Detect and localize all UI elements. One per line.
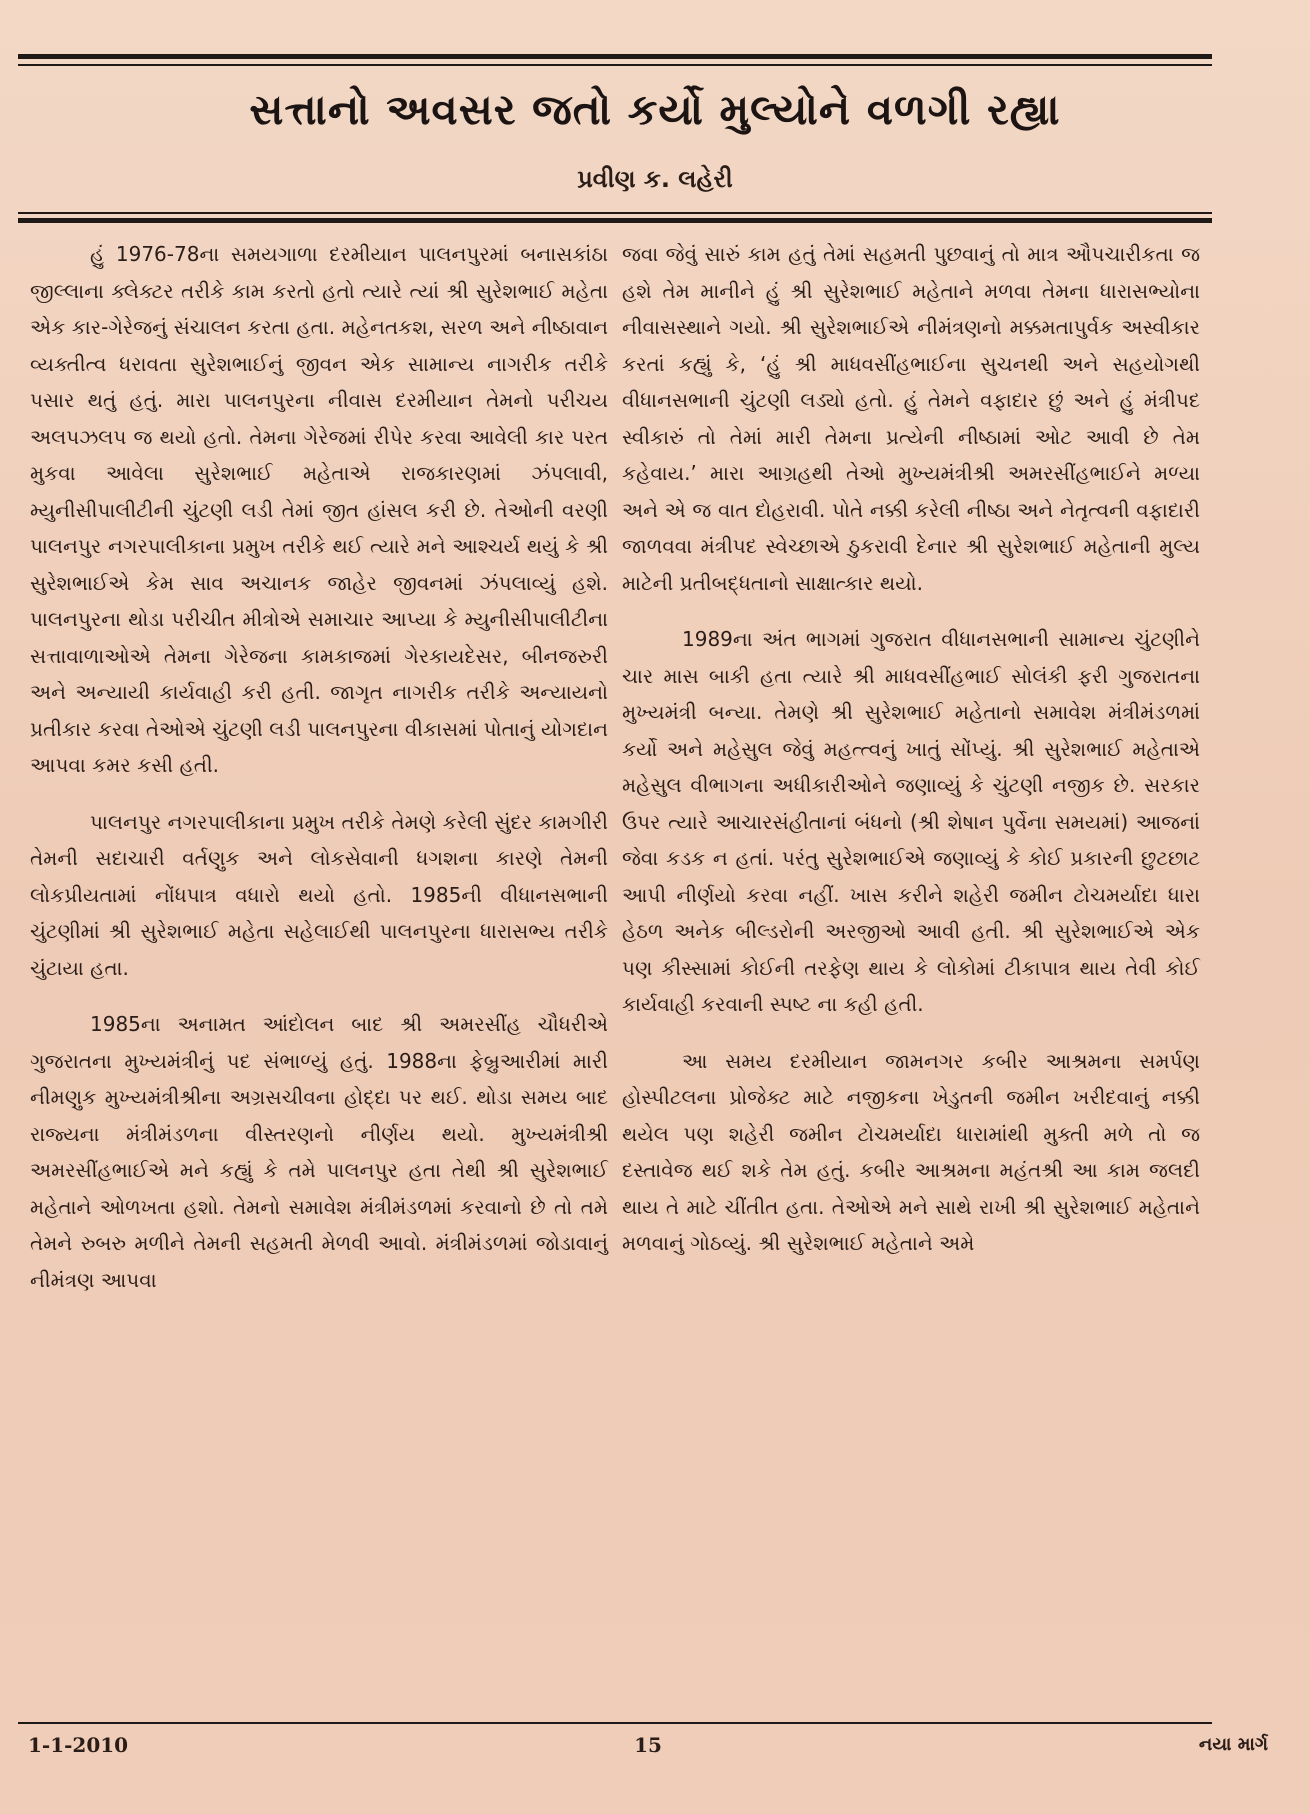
paragraph: જવા જેવું સારું કામ હતું તેમાં સહમતી પુછવાનું તો માત્ર ઔપચારીકતા જ હશે તેમ માનીને હું શ્રી સુરેશભાઈ મહેતાને મળવા તેમના ધારાસભ્યોના નીવાસસ્થાને ગયો. શ્રી સુરેશભાઈએ નીમંત્રણનો મક્કમતાપુર્વક અસ્વીકાર કરતાં કહ્યું કે, ‘હું શ્રી માધવસીંહભાઈના સુચનથી અને સહયોગથી વીધાનસભાની ચુંટણી લડ્યો હતો. હું તેમને વફાદાર છું અને હું મંત્રીપદ સ્વીકારું તો તેમાં મારી તેમના પ્રત્યેની નીષ્ઠામાં ઓટ આવી છે તેમ કહેવાય.’ મારા આગ્રહથી તેઓ મુખ્યમંત્રીશ્રી અમરસીંહભાઈને મળ્યા અને એ જ વાત દોહરાવી. પોતે નક્કી કરેલી નીષ્ઠા અને નેતૃત્વની વફાદારી જાળવવા મંત્રીપદ સ્વેચ્છાએ ઠુકરાવી દેનાર શ્રી સુરેશભાઈ મહેતાની મુલ્ય માટેની પ્રતીબદ્ધતાનો સાક્ષાત્કાર થયો. [622, 242, 1200, 595]
paragraph: 1985ના અનામત આંદોલન બાદ શ્રી અમરસીંહ ચૌધરીએ ગુજરાતના મુખ્યમંત્રીનું પદ સંભાળ્યું હતું. 1988ના ફેબ્રુઆરીમાં મારી નીમણુક મુખ્યમંત્રીશ્રીના અગ્રસચીવના હોદ્દા પર થઈ. થોડા સમય બાદ રાજ્યના મંત્રીમંડળના વીસ્તરણનો નીર્ણય થયો. મુખ્યમંત્રીશ્રી અમરસીંહભાઈએ મને કહ્યું કે તમે પાલનપુર હતા તેથી શ્રી સુરેશભાઈ મહેતાને ઓળખતા હશો. તેમનો સમાવેશ મંત્રીમંડળમાં કરવાનો છે તો તમે તેમને રુબરુ મળીને તેમની સહમતી મેળવી આવો. મંત્રીમંડળમાં જોડાવાનું નીમંત્રણ આપવા [30, 1012, 608, 1292]
paragraph: 1989ના અંત ભાગમાં ગુજરાત વીધાનસભાની સામાન્ય ચુંટણીને ચાર માસ બાકી હતા ત્યારે શ્રી માધવસીંહભાઈ સોલંકી ફરી ગુજરાતના મુખ્યમંત્રી બન્યા. તેમણે શ્રી સુરેશભાઈ મહેતાનો સમાવેશ મંત્રીમંડળમાં કર્યો અને મહેસુલ જેવું મહત્ત્વનું ખાતું સોંપ્યું. શ્રી સુરેશભાઈ મહેતાએ મહેસુલ વીભાગના અધીકારીઓને જણાવ્યું કે ચુંટણી નજીક છે. સરકાર ઉપર ત્યારે આચારસંહીતાનાં બંધનો (શ્રી શેષાન પુર્વેના સમયમાં) આજનાં જેવા કડક ન હતાં. પરંતુ સુરેશભાઈએ જણાવ્યું કે કોઈ પ્રકારની છુટછાટ આપી નીર્ણયો કરવા નહીં. ખાસ કરીને શહેરી જમીન ટોચમર્યાદા ધારા હેઠળ અનેક બીલ્ડરોની અરજીઓ આવી હતી. શ્રી સુરેશભાઈએ એક પણ કીસ્સામાં કોઈની તરફેણ થાય કે લોકોમાં ટીકાપાત્ર થાય તેવી કોઈ કાર્યવાહી કરવાની સ્પષ્ટ ના કહી હતી. [622, 627, 1200, 1016]
paragraph: હું 1976-78ના સમયગાળા દરમીયાન પાલનપુરમાં બનાસકાંઠા જીલ્લાના ક્લેક્ટર તરીકે કામ કરતો હતો ત્યારે ત્યાં શ્રી સુરેશભાઈ મહેતા એક કાર-ગેરેજનું સંચાલન કરતા હતા. મહેનતકશ, સરળ અને નીષ્ઠાવાન વ્યક્તીત્વ ધરાવતા સુરેશભાઈનું જીવન એક સામાન્ય નાગરીક તરીકે પસાર થતું હતું. મારા પાલનપુરના નીવાસ દરમીયાન તેમનો પરીચય અલપઝલપ જ થયો હતો. તેમના ગેરેજમાં રીપેર કરવા આવેલી કાર પરત મુકવા આવેલા સુરેશભાઈ મહેતાએ રાજકારણમાં ઝંપલાવી, મ્યુનીસીપાલીટીની ચુંટણી લડી તેમાં જીત હાંસલ કરી છે. તેઓની વરણી પાલનપુર નગરપાલીકાના પ્રમુખ તરીકે થઈ ત્યારે મને આશ્ચર્ય થયું કે શ્રી સુરેશભાઈએ કેમ સાવ અચાનક જાહેર જીવનમાં ઝંપલાવ્યું હશે. પાલનપુરના થોડા પરીચીત મીત્રોએ સમાચાર આપ્યા કે મ્યુનીસીપાલીટીના સત્તાવાળાઓએ તેમના ગેરેજના કામકાજમાં ગેરકાયદેસર, બીનજરુરી અને અન્યાયી કાર્યવાહી કરી હતી. જાગૃત નાગરીક તરીકે અન્યાયનો પ્રતીકાર કરવા તેઓએ ચુંટણી લડી પાલનપુરના વીકાસમાં પોતાનું યોગદાન આપવા કમર કસી હતી. [30, 242, 608, 777]
paragraph: પાલનપુર નગરપાલીકાના પ્રમુખ તરીકે તેમણે કરેલી સુંદર કામગીરી તેમની સદાચારી વર્તણુક અને લોકસેવાની ધગશના કારણે તેમની લોકપ્રીયતામાં નોંધપાત્ર વધારો થયો હતો. 1985ની વીધાનસભાની ચુંટણીમાં શ્રી સુરેશભાઈ મહેતા સહેલાઈથી પાલનપુરના ધારાસભ્ય તરીકે ચુંટાયા હતા. [30, 809, 608, 980]
byline-rule-thin [18, 212, 1212, 214]
paragraph: આ સમય દરમીયાન જામનગર કબીર આશ્રમના સમર્પણ હોસ્પીટલના પ્રોજેક્ટ માટે નજીકના ખેડુતની જમીન ખરીદવાનું નક્કી થયેલ પણ શહેરી જમીન ટોચમર્યાદા ધારામાંથી મુક્તી મળે તો જ દસ્તાવેજ થઈ શકે તેમ હતું. કબીર આશ્રમના મહંતશ્રી આ કામ જલદી થાય તે માટે ચીંતીત હતા. તેઓએ મને સાથે રાખી શ્રી સુરેશભાઈ મહેતાને મળવાનું ગોઠવ્યું. શ્રી સુરેશભાઈ મહેતાને અમે [622, 1048, 1200, 1255]
issue-date: 1-1-2010 [28, 1733, 129, 1757]
magazine-name: નયા માર્ગ [1198, 1734, 1268, 1755]
left-column [30, 236, 608, 1696]
article-title: સત્તાનો અવસર જતો કર્યો મુલ્યોને વળગી રહ્યા [249, 85, 1061, 134]
page-footer [28, 1730, 1268, 1760]
header-rule-thin [18, 64, 1212, 66]
footer-rule [18, 1722, 1212, 1724]
byline-rule-thick [18, 218, 1212, 223]
page-number: 15 [634, 1733, 662, 1757]
header-rule-thick [18, 54, 1212, 59]
right-column [622, 236, 1200, 1696]
article-author: પ્રવીણ ક. લહેરી [577, 165, 733, 193]
